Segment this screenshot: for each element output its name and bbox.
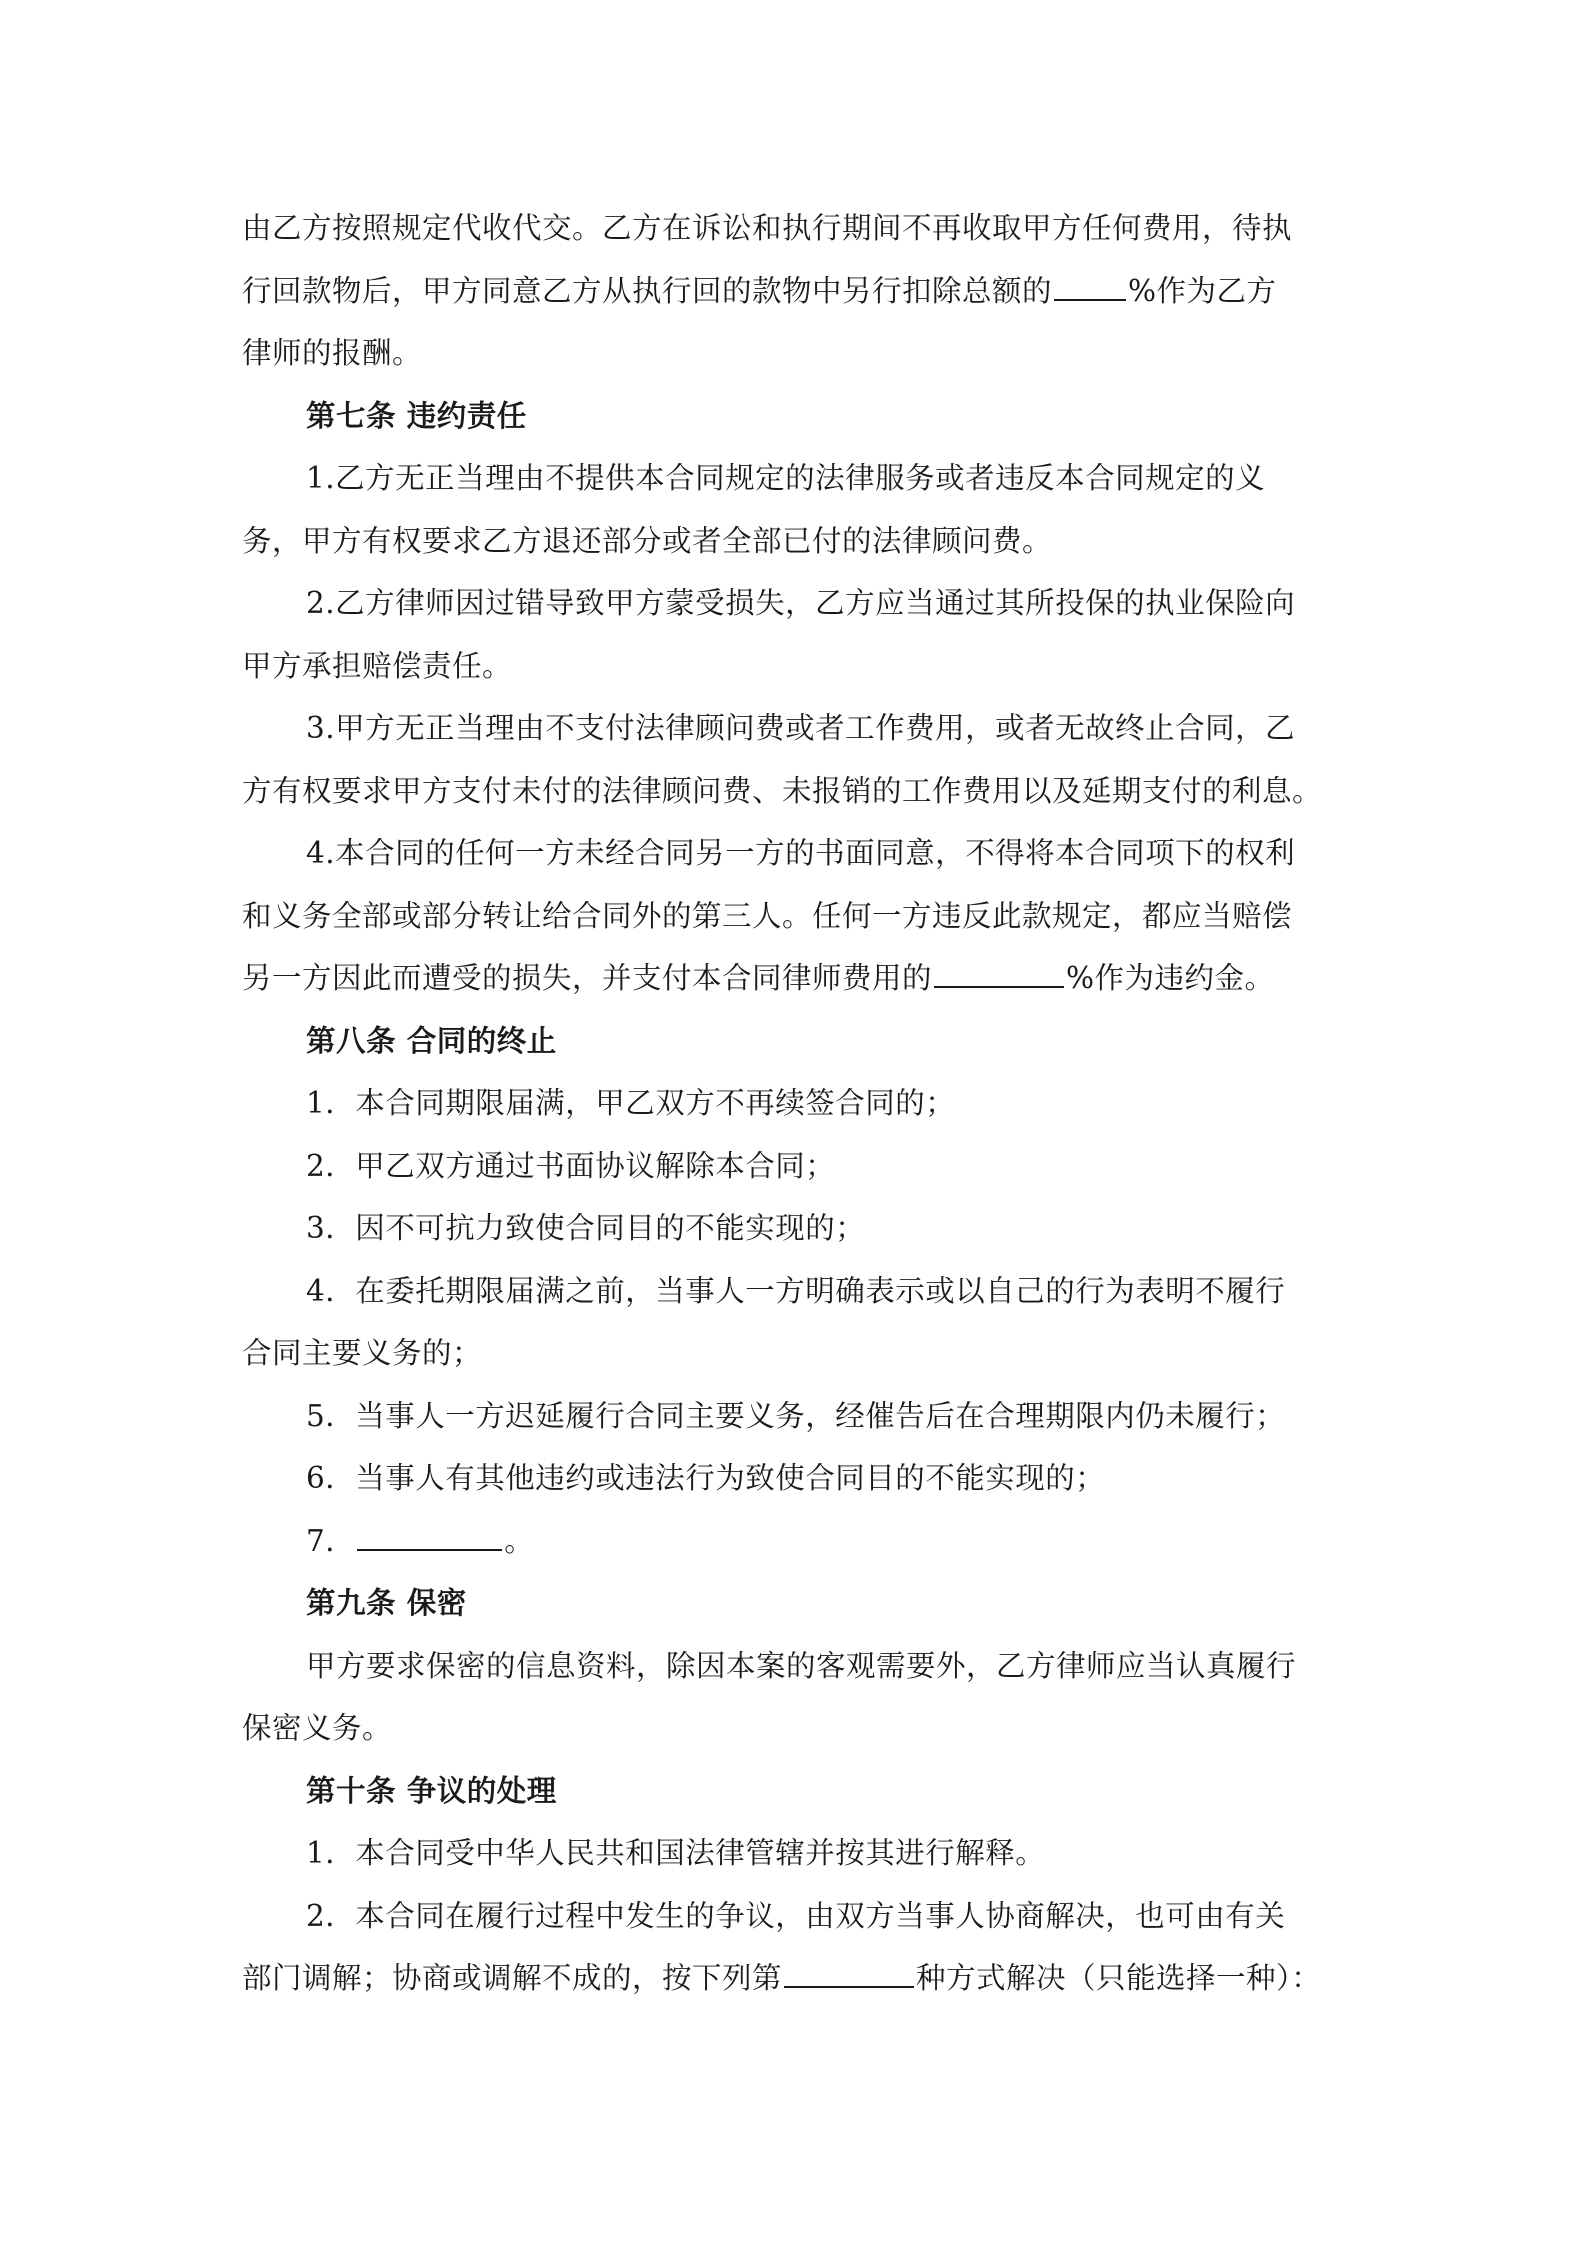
fill-blank-penalty-percent[interactable] — [934, 960, 1064, 988]
paragraph-line — [242, 947, 1352, 1010]
list-item — [242, 1197, 1352, 1260]
text: 和义务全部或部分转让给合同外的第三人。任何一方违反此款规定，都应当赔偿 — [242, 898, 1293, 933]
heading-text: 第七条 违约责任 — [306, 397, 527, 433]
list-item — [242, 1072, 1352, 1135]
fill-blank-other-condition[interactable] — [357, 1523, 502, 1551]
text: 6．当事人有其他违约或违法行为致使合同目的不能实现的； — [306, 1461, 1106, 1495]
text: 律师的报酬。 — [242, 336, 423, 370]
list-item — [242, 1822, 1352, 1885]
text: 2．本合同在履行过程中发生的争议，由双方当事人协商解决，也可由有关 — [306, 1898, 1286, 1933]
text: 甲方承担赔偿责任。 — [242, 648, 513, 683]
text: 部门调解；协商或调解不成的，按下列第 — [242, 1961, 783, 1995]
paragraph-line — [242, 822, 1352, 885]
paragraph-line — [242, 760, 1352, 823]
paragraph-line — [242, 1635, 1352, 1698]
paragraph-line — [242, 322, 1352, 385]
text: 7． — [306, 1523, 356, 1558]
text: %作为乙方 — [1128, 273, 1277, 308]
paragraph-line — [242, 635, 1352, 698]
text: 1.乙方无正当理由不提供本合同规定的法律服务或者违反本合同规定的义 — [306, 461, 1266, 495]
text: 种方式解决（只能选择一种）： — [916, 1961, 1322, 1995]
paragraph-line — [242, 260, 1352, 323]
heading-text: 第九条 保密 — [306, 1585, 467, 1620]
heading-text: 第十条 争议的处理 — [306, 1772, 557, 1808]
text: 1．本合同期限届满，甲乙双方不再续签合同的； — [306, 1086, 956, 1120]
text: 3.甲方无正当理由不支付法律顾问费或者工作费用，或者无故终止合同，乙 — [306, 711, 1296, 745]
text: %作为违约金。 — [1066, 961, 1275, 995]
section-heading-10 — [242, 1760, 1352, 1823]
text: 2．甲乙双方通过书面协议解除本合同； — [306, 1148, 836, 1183]
paragraph-line — [242, 572, 1352, 635]
text: 。 — [504, 1523, 535, 1558]
text: 另一方因此而遭受的损失，并支付本合同律师费用的 — [242, 961, 933, 995]
text: 务，甲方有权要求乙方退还部分或者全部已付的法律顾问费。 — [242, 523, 1053, 558]
paragraph-line — [242, 697, 1352, 760]
paragraph-line — [242, 1322, 1352, 1385]
heading-text: 第八条 合同的终止 — [306, 1022, 557, 1058]
text: 甲方要求保密的信息资料，除因本案的客观需要外，乙方律师应当认真履行 — [306, 1648, 1297, 1683]
contract-page — [242, 197, 1352, 2010]
text: 由乙方按照规定代收代交。乙方在诉讼和执行期间不再收取甲方任何费用，待执 — [242, 211, 1293, 245]
paragraph-line — [242, 885, 1352, 948]
list-item — [242, 1135, 1352, 1198]
text: 5．当事人一方迟延履行合同主要义务，经催告后在合理期限内仍未履行； — [306, 1398, 1286, 1433]
paragraph-line — [242, 1697, 1352, 1760]
text: 3．因不可抗力致使合同目的不能实现的； — [306, 1211, 866, 1245]
text: 方有权要求甲方支付未付的法律顾问费、未报销的工作费用以及延期支付的利息。 — [242, 773, 1323, 808]
section-heading-8 — [242, 1010, 1352, 1073]
text: 合同主要义务的； — [242, 1336, 483, 1370]
list-item — [242, 1385, 1352, 1448]
text: 保密义务。 — [242, 1711, 393, 1745]
text: 4．在委托期限届满之前，当事人一方明确表示或以自己的行为表明不履行 — [306, 1273, 1286, 1308]
paragraph-line — [242, 1947, 1352, 2010]
text: 行回款物后，甲方同意乙方从执行回的款物中另行扣除总额的 — [242, 273, 1053, 308]
text: 1．本合同受中华人民共和国法律管辖并按其进行解释。 — [306, 1836, 1046, 1870]
section-heading-7 — [242, 385, 1352, 448]
text: 4.本合同的任何一方未经合同另一方的书面同意，不得将本合同项下的权利 — [306, 836, 1296, 870]
list-item — [242, 1510, 1352, 1573]
list-item — [242, 1885, 1352, 1948]
fill-blank-reward-percent[interactable] — [1054, 273, 1126, 301]
section-heading-9 — [242, 1572, 1352, 1635]
paragraph-line — [242, 447, 1352, 510]
list-item — [242, 1447, 1352, 1510]
list-item — [242, 1260, 1352, 1323]
paragraph-line — [242, 197, 1352, 260]
text: 2.乙方律师因过错导致甲方蒙受损失，乙方应当通过其所投保的执业保险向 — [306, 586, 1296, 620]
paragraph-line — [242, 510, 1352, 573]
fill-blank-dispute-method[interactable] — [784, 1960, 914, 1988]
